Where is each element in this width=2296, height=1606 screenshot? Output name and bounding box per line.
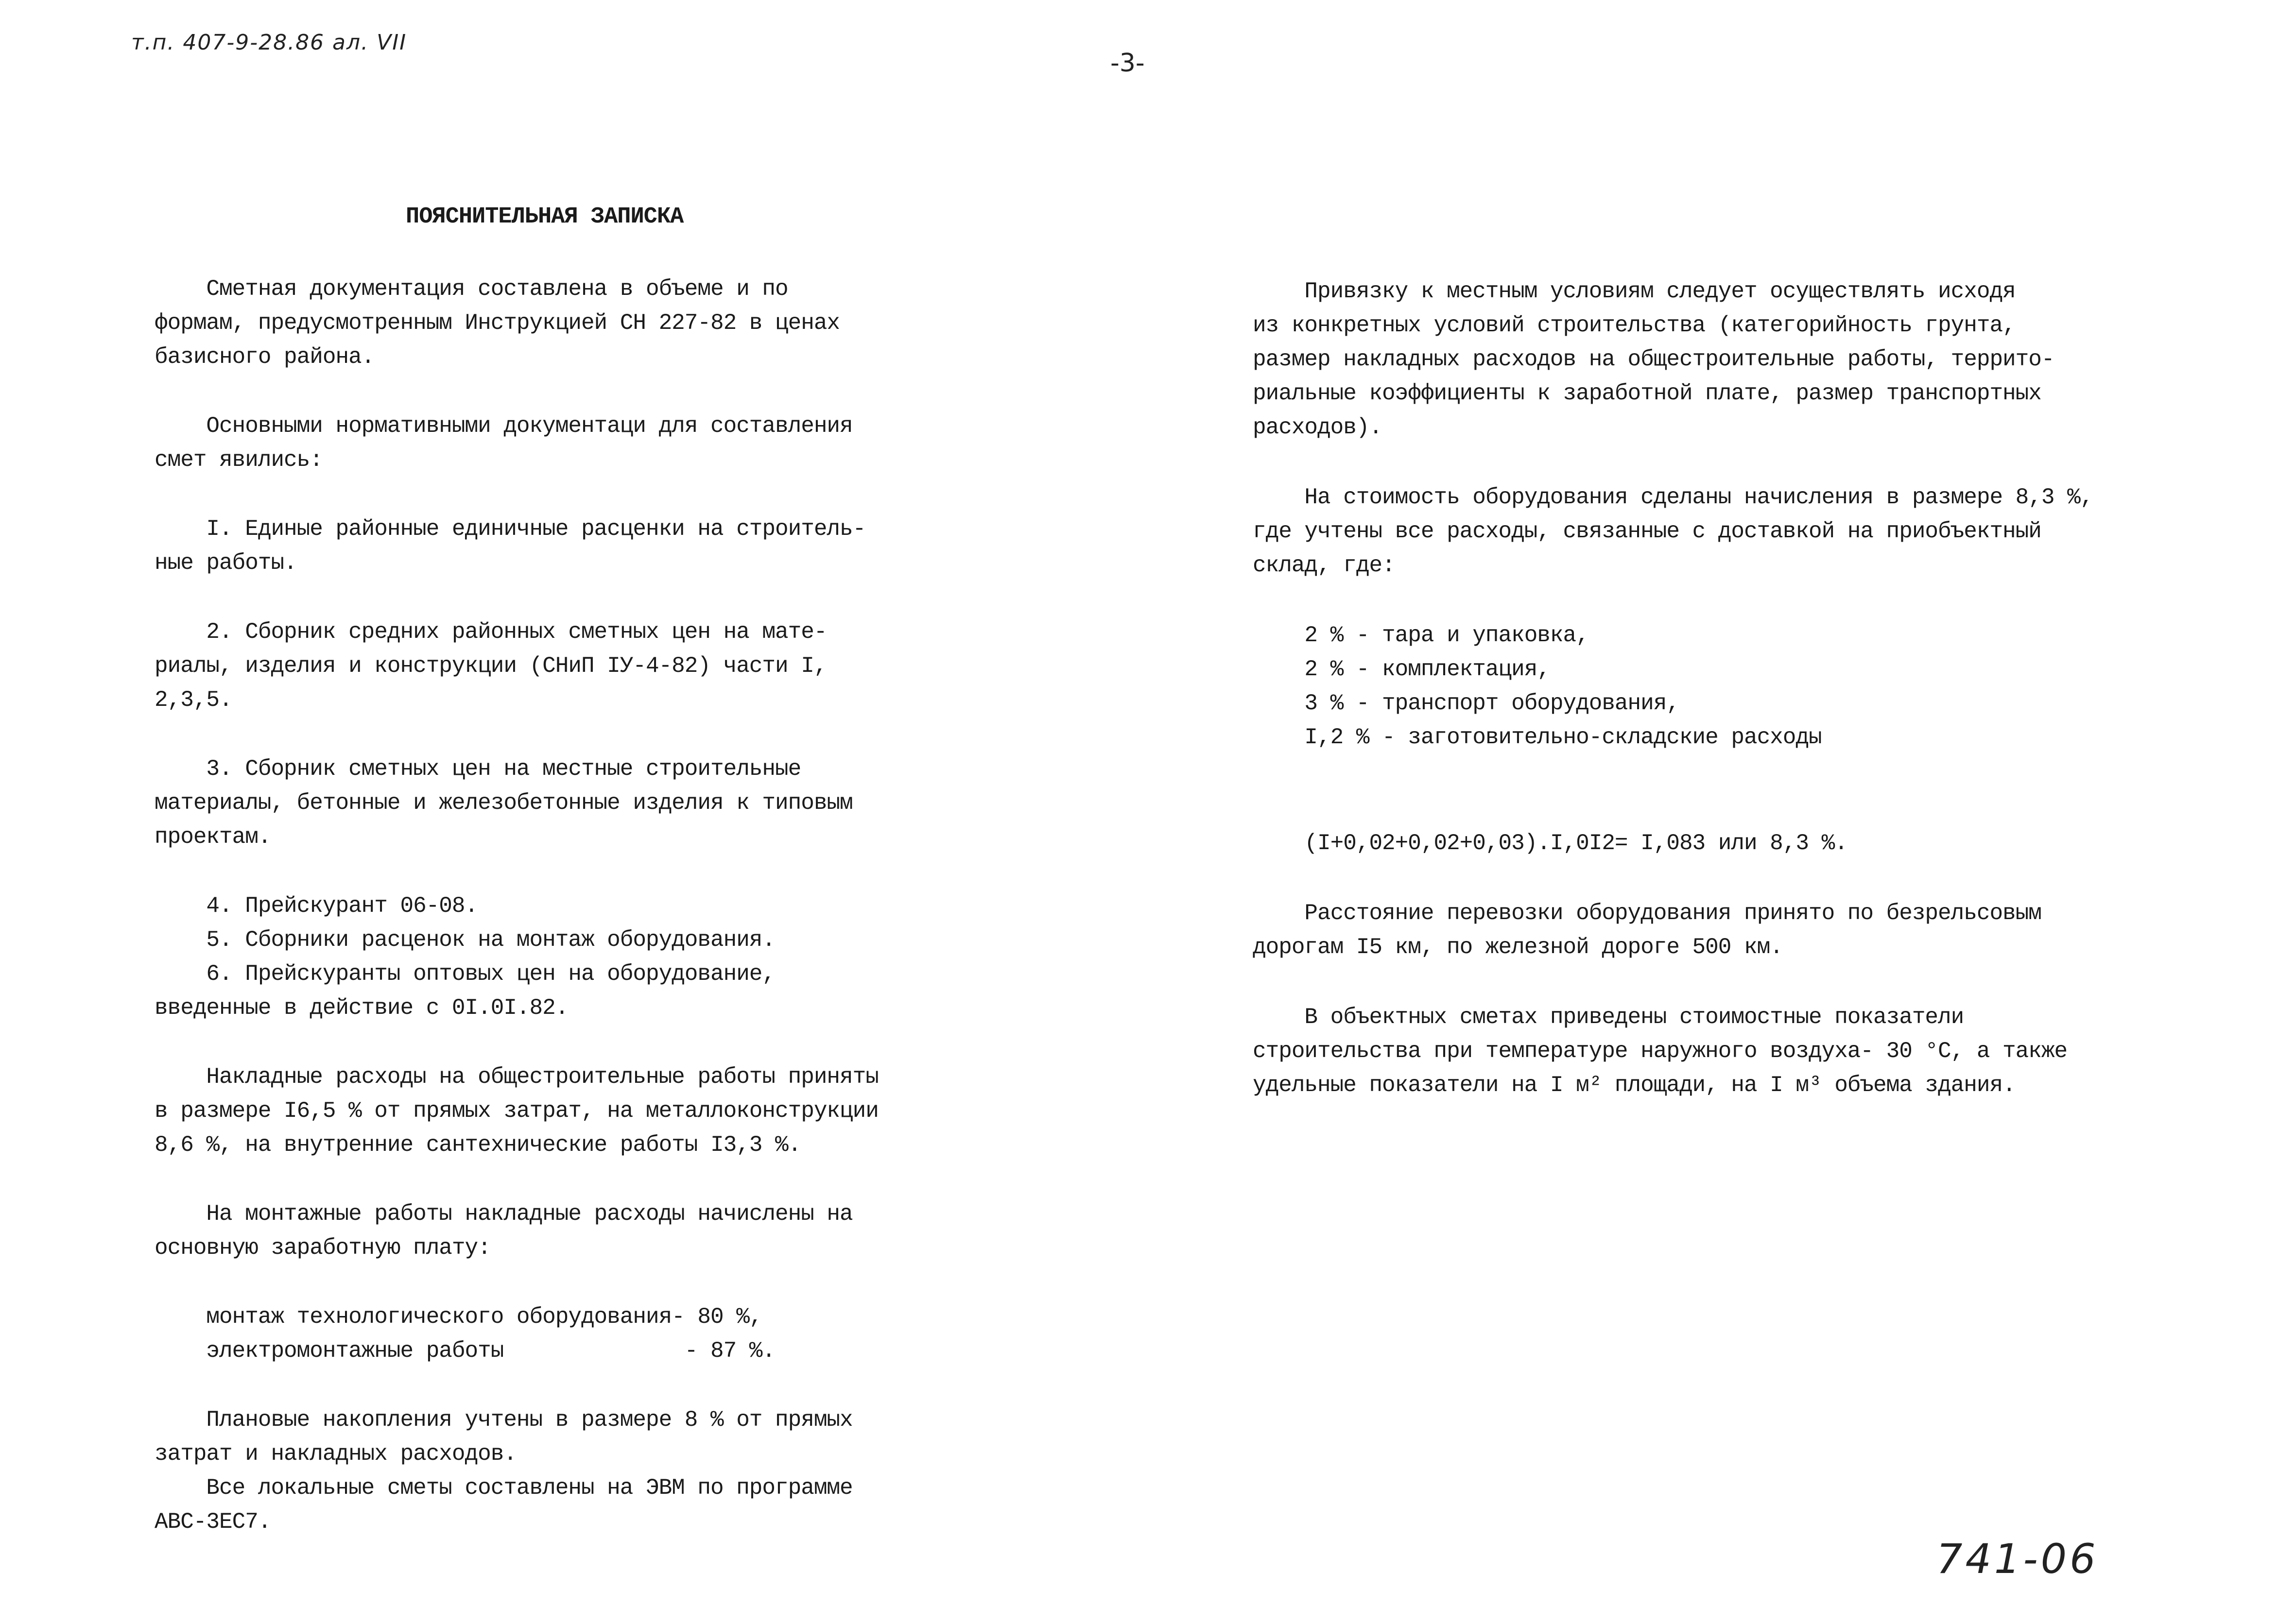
text-line: I. Единые районные единичные расценки на строитель- xyxy=(155,516,866,542)
text-line xyxy=(1253,754,2093,790)
left-column-text xyxy=(155,272,879,1539)
document-reference: т.п. 407-9-28.86 ал. VII xyxy=(131,30,407,55)
text-line xyxy=(155,374,879,409)
text-line: риальные коэффициенты к заработной плате, размер транспортных xyxy=(1253,381,2041,406)
text-line xyxy=(155,854,879,889)
text-line xyxy=(155,477,879,512)
text-line: 3 % - транспорт оборудования, xyxy=(1253,691,1679,716)
text-line: базисного района. xyxy=(155,344,375,370)
text-line: ные работы. xyxy=(155,550,297,576)
text-line xyxy=(1253,582,2093,618)
text-line: введенные в действие с 0I.0I.82. xyxy=(155,995,569,1021)
text-line: На стоимость оборудования сделаны начисления в размере 8,3 %, xyxy=(1253,485,2093,510)
text-line: склад, где: xyxy=(1253,553,1395,578)
text-line: дорогам I5 км, по железной дороге 500 км. xyxy=(1253,935,1783,960)
text-line: Плановые накопления учтены в размере 8 % от прямых xyxy=(155,1407,853,1433)
text-line: материалы, бетонные и железобетонные изделия к типовым xyxy=(155,790,853,816)
text-line xyxy=(1253,964,2093,1000)
text-line: 2 % - комплектация, xyxy=(1253,657,1550,682)
text-line: строительства при температуре наружного воздуха- 30 °С, а также xyxy=(1253,1039,2068,1064)
text-line xyxy=(155,1265,879,1300)
text-line: электромонтажные работы - 87 %. xyxy=(155,1338,776,1364)
text-line xyxy=(1253,860,2093,896)
text-line: 4. Прейскурант 06-08. xyxy=(155,893,478,919)
text-line xyxy=(155,717,879,752)
text-line xyxy=(155,1368,879,1403)
text-line: Накладные расходы на общестроительные работы приняты xyxy=(155,1064,879,1090)
text-line: 3. Сборник сметных цен на местные строительные xyxy=(155,756,801,782)
text-line: 2. Сборник средних районных сметных цен на мате- xyxy=(155,619,827,645)
text-line: 2 % - тара и упаковка, xyxy=(1253,623,1589,648)
text-line: В объектных сметах приведены стоимостные показатели xyxy=(1253,1005,1964,1030)
text-line xyxy=(155,1025,879,1060)
text-line: риалы, изделия и конструкции (СНиП IУ-4-82) части I, xyxy=(155,653,827,679)
text-line: Привязку к местным условиям следует осуществлять исходя xyxy=(1253,279,2016,304)
text-line: АВС-3ЕС7. xyxy=(155,1509,271,1535)
text-line: (I+0,02+0,02+0,03).I,0I2= I,083 или 8,3 %. xyxy=(1253,831,1847,856)
text-line: в размере I6,5 % от прямых затрат, на металлоконструкции xyxy=(155,1098,879,1124)
text-line: Расстояние перевозки оборудования принято по безрельсовым xyxy=(1253,901,2041,926)
handwritten-number: 741-06 xyxy=(1936,1535,2099,1583)
text-line: смет явились: xyxy=(155,447,323,473)
text-line: затрат и накладных расходов. xyxy=(155,1441,517,1467)
text-line xyxy=(155,580,879,615)
text-line: 6. Прейскуранты оптовых цен на оборудование, xyxy=(155,961,776,987)
text-line: I,2 % - заготовительно-складские расходы xyxy=(1253,725,1822,750)
text-line: 8,6 %, на внутренние сантехнические работы I3,3 %. xyxy=(155,1132,801,1158)
text-line: 2,3,5. xyxy=(155,687,232,713)
text-line: основную заработную плату: xyxy=(155,1235,491,1261)
text-line: 5. Сборники расценок на монтаж оборудования. xyxy=(155,927,776,953)
text-line: где учтены все расходы, связанные с доставкой на приобъектный xyxy=(1253,519,2041,544)
text-line: Все локальные сметы составлены на ЭВМ по программе xyxy=(155,1475,853,1501)
text-line: На монтажные работы накладные расходы начислены на xyxy=(155,1201,853,1227)
text-line: Сметная документация составлена в объеме и по xyxy=(155,276,788,302)
text-line: расходов). xyxy=(1253,415,1382,440)
text-line xyxy=(155,1162,879,1197)
text-line: формам, предусмотренным Инструкцией СН 227-82 в ценах xyxy=(155,310,840,336)
text-line: из конкретных условий строительства (категорийность грунта, xyxy=(1253,313,2016,338)
page-number: -3- xyxy=(1110,49,1145,78)
text-line: Основными нормативными документаци для составления xyxy=(155,413,853,439)
text-line xyxy=(1253,790,2093,826)
text-line: монтаж технологического оборудования- 80 %, xyxy=(155,1304,762,1330)
text-line xyxy=(1253,444,2093,480)
text-line: размер накладных расходов на общестроительные работы, террито- xyxy=(1253,347,2054,372)
text-line: проектам. xyxy=(155,824,271,850)
document-title: ПОЯСНИТЕЛЬНАЯ ЗАПИСКА xyxy=(406,204,684,230)
text-line: удельные показатели на I м² площади, на I м³ объема здания. xyxy=(1253,1073,2016,1098)
right-column-text xyxy=(1253,274,2093,1102)
